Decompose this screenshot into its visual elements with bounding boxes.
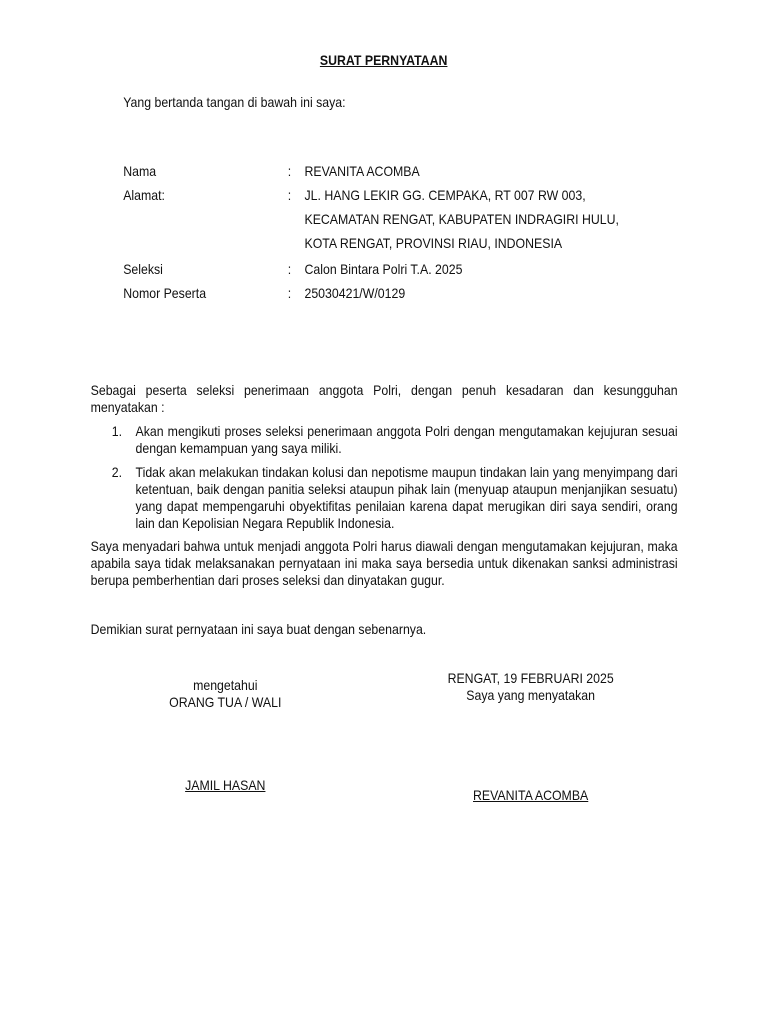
- statement-number: 2.: [111, 464, 123, 480]
- statement-text: Tidak akan melakukan tindakan kolusi dan nepotisme maupun tindakan lain yang menyimpang dari ketentuan, baik dengan panitia seleksi ataupun pihak lain (menyuap ataupun menjanjikan sesuatu) yang dapat mempengaruhi obyektifitas penilaian karena dapat merugikan diri saya sendiri, orang lain dan Kepolisian Negara Republik Indonesia.: [135, 464, 678, 531]
- intro-text: Yang bertanda tangan di bawah ini saya:: [123, 94, 346, 110]
- statement-list: [91, 423, 678, 532]
- field-nama-label: Nama: [123, 163, 157, 179]
- awareness-paragraph: Saya menyadari bahwa untuk menjadi anggota Polri harus diawali dengan mengutamakan kejujuran, maka apabila saya tidak melaksanakan pernyataan ini maka saya bersedia untuk dikenakan sanksi administrasi berupa pemberhentian dari proses seleksi dan dinyatakan gugur.: [90, 538, 678, 588]
- signature-applicant-name: REVANITA ACOMBA: [473, 787, 589, 803]
- address-line: JL. HANG LEKIR GG. CEMPAKA, RT 007 RW 003,: [304, 187, 586, 203]
- signature-parent-line2: ORANG TUA / WALI: [169, 694, 282, 710]
- signature-parent-name: JAMIL HASAN: [185, 777, 266, 793]
- signature-parent-line1: mengetahui: [193, 677, 258, 693]
- address-line: KOTA RENGAT, PROVINSI RIAU, INDONESIA: [304, 235, 563, 251]
- signature-date: RENGAT, 19 FEBRUARI 2025: [447, 670, 614, 686]
- signature-parent: [120, 677, 331, 711]
- field-nama-colon: :: [287, 163, 292, 179]
- field-nama-value: REVANITA ACOMBA: [304, 163, 420, 179]
- signature-applicant-line2: Saya yang menyatakan: [466, 687, 596, 703]
- field-nomor-peserta-colon: :: [287, 285, 292, 301]
- statement-intro: Sebagai peserta seleksi penerimaan anggota Polri, dengan penuh kesadaran dan kesungguhan menyatakan :: [90, 382, 678, 415]
- field-nomor-peserta-value: 25030421/W/0129: [304, 285, 406, 301]
- closing-text: Demikian surat pernyataan ini saya buat dengan sebenarnya.: [90, 621, 427, 637]
- document-title: SURAT PERNYATAAN: [319, 52, 448, 68]
- statement-item: [91, 464, 678, 532]
- field-alamat-value: [304, 187, 618, 259]
- statement-item: [91, 423, 678, 457]
- statement-text: Akan mengikuti proses seleksi penerimaan anggota Polri dengan mengutamakan kejujuran sesuai dengan kemampuan yang saya miliki.: [135, 423, 678, 456]
- statement-number: 1.: [111, 423, 123, 439]
- field-nomor-peserta-label: Nomor Peserta: [123, 285, 207, 301]
- field-seleksi-colon: :: [287, 261, 292, 277]
- signature-applicant: [425, 670, 636, 704]
- address-line: KECAMATAN RENGAT, KABUPATEN INDRAGIRI HULU,: [304, 211, 619, 227]
- field-alamat-colon: :: [287, 187, 292, 203]
- field-seleksi-value: Calon Bintara Polri T.A. 2025: [304, 261, 463, 277]
- field-seleksi-label: Seleksi: [123, 261, 163, 277]
- field-alamat-label: Alamat:: [123, 187, 165, 203]
